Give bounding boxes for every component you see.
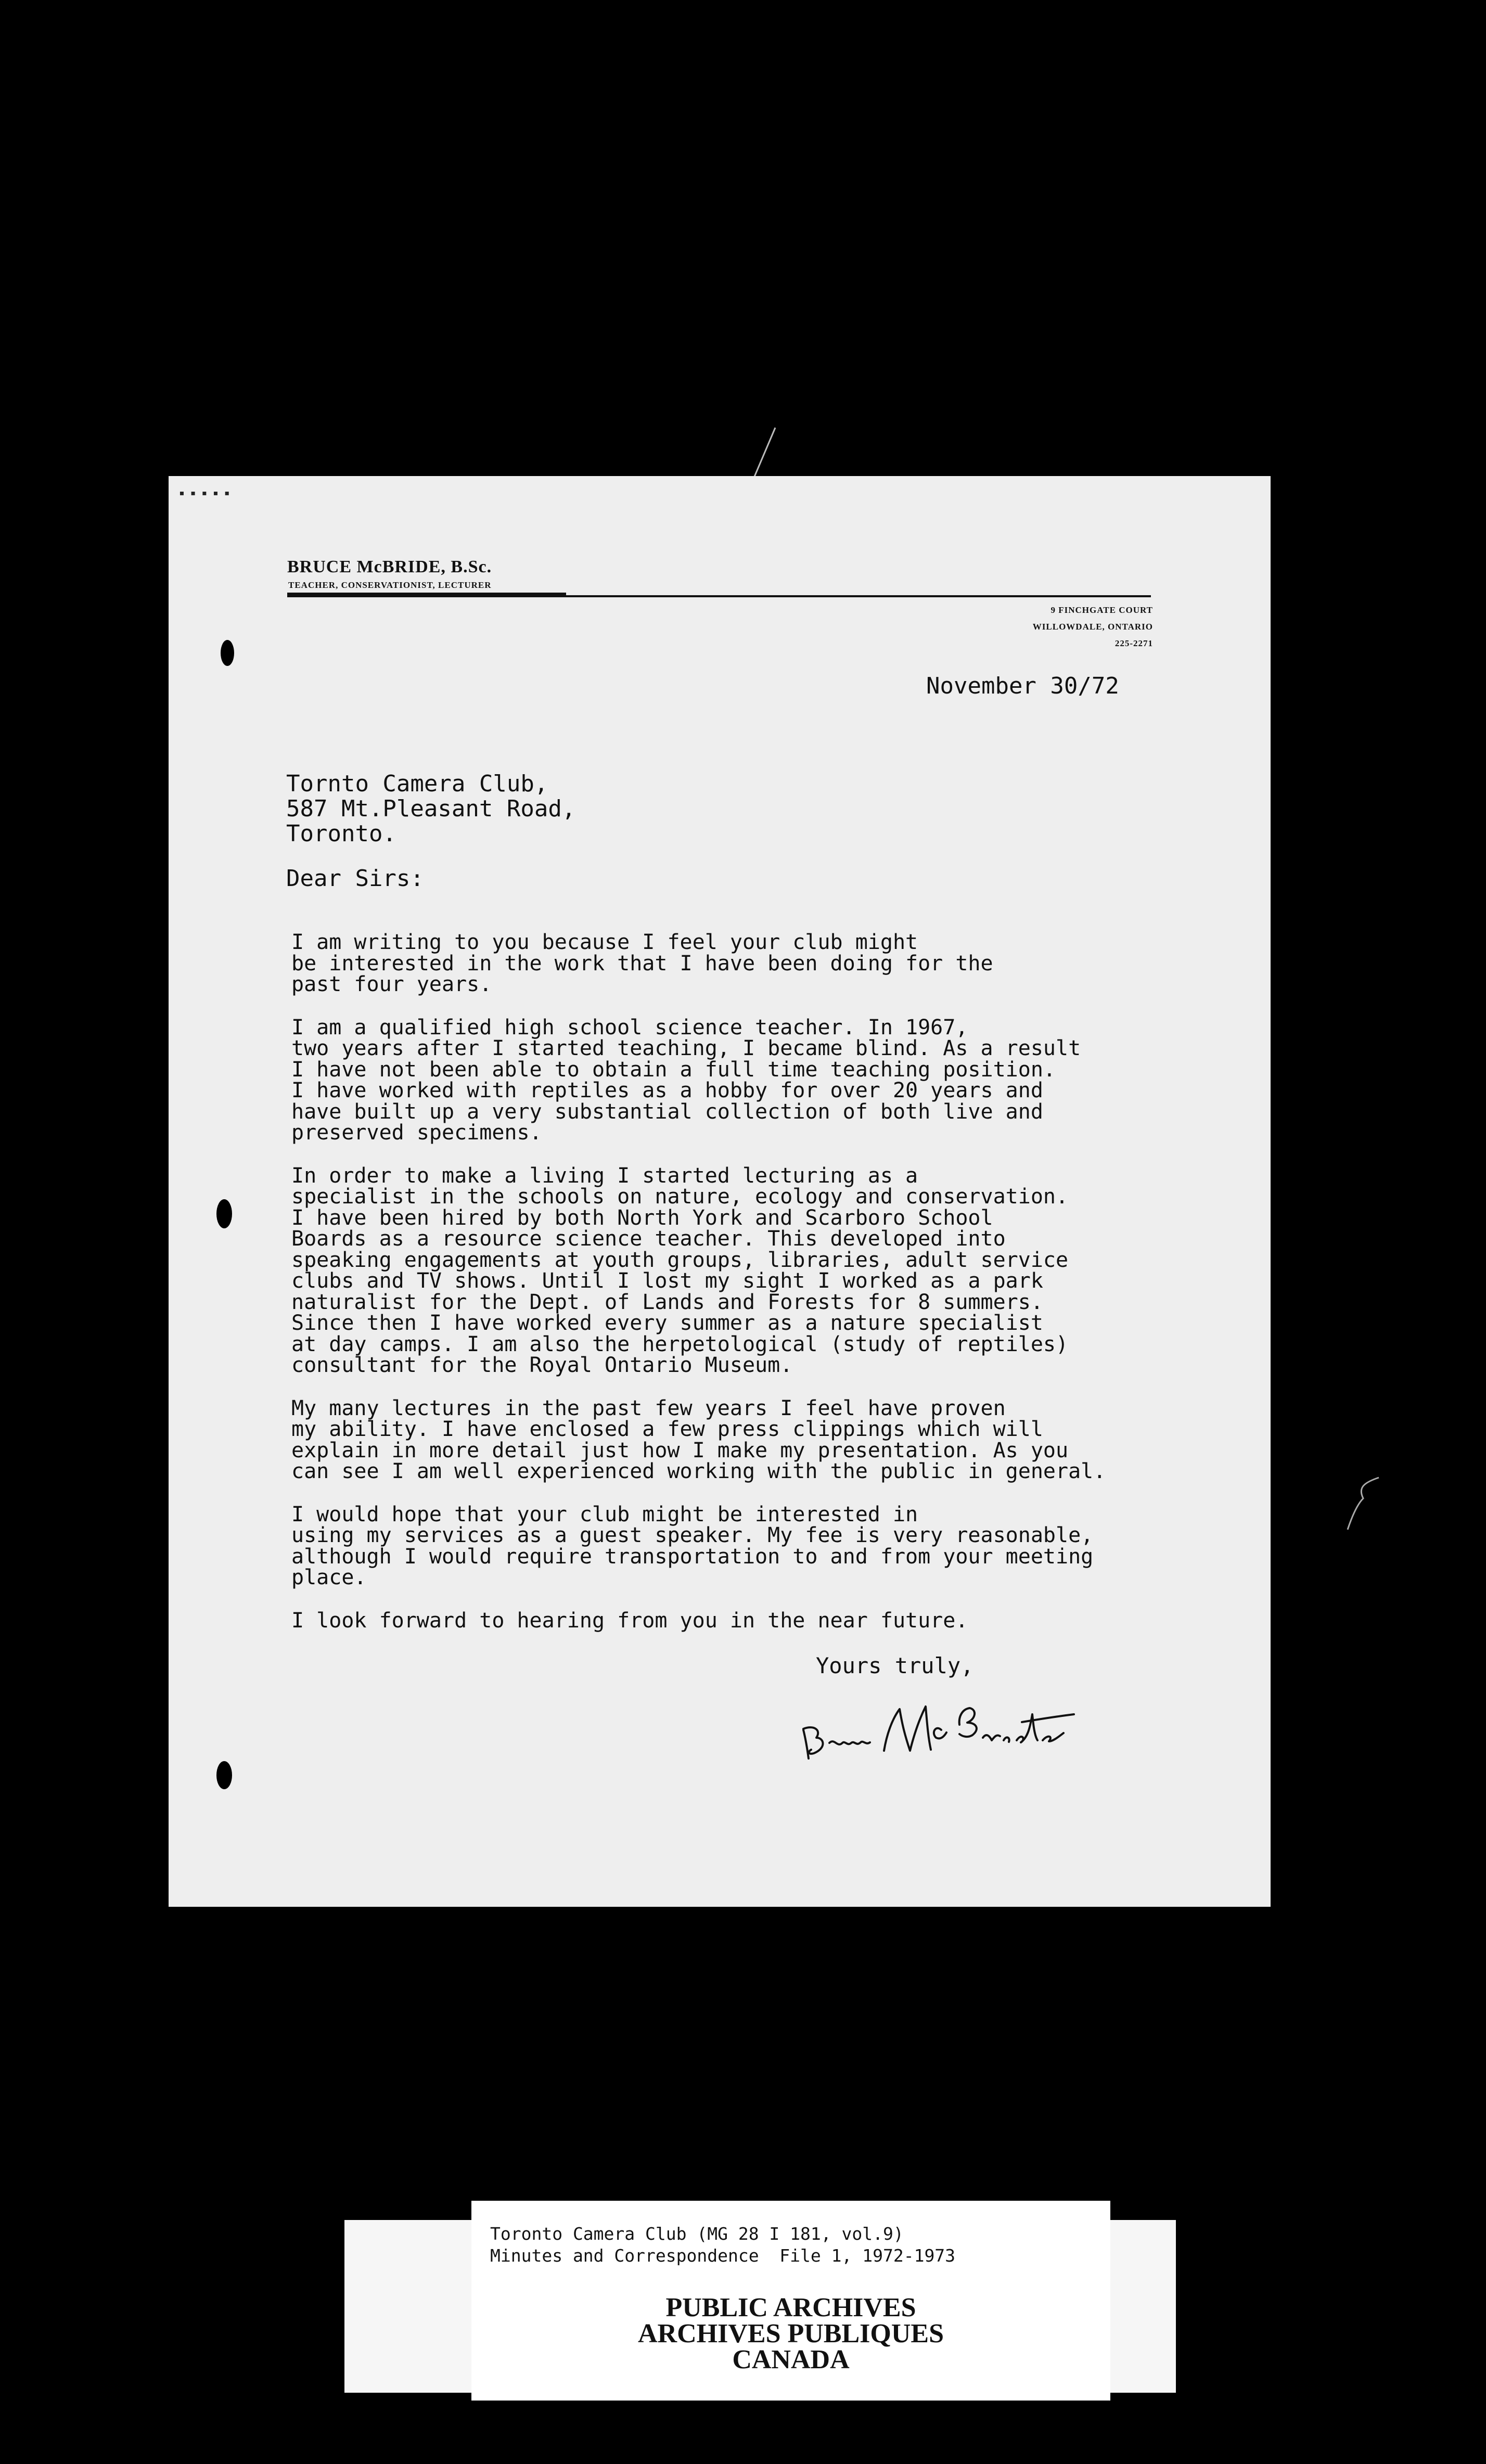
body-paragraph: I would hope that your club might be interested in using my services as a guest speaker. My fee is very reasonable, although I would require transportation to and from your meeting place. <box>291 1502 1094 1589</box>
film-scratch-mark <box>749 427 780 479</box>
body-paragraph: In order to make a living I started lecturing as a specialist in the schools on nature, ecology and conservation. I have been hired by both North York and Scarboro School Boards as a resource science teacher. This developed into speaking engagements at youth groups, libraries, adult service clubs and TV shows. Until I lost my sight I worked as a park naturalist for the Dept. of Lands and Forests for 8 summers. Since then I have worked every summer as a nature specialist at day camps. I am also the herpetological (study of reptiles) consultant for the Royal Ontario Museum. <box>291 1163 1069 1377</box>
film-scratch-mark <box>1342 1472 1384 1535</box>
archive-reference: Toronto Camera Club (MG 28 I 181, vol.9) <box>490 2224 904 2244</box>
letterhead-address <box>1033 602 1153 652</box>
letterhead-name: BRUCE McBRIDE, B.Sc. <box>287 557 492 576</box>
archive-name-french: ARCHIVES PUBLIQUES <box>637 2319 944 2348</box>
phone-number: 225-2271 <box>1114 638 1153 648</box>
recipient-block <box>286 772 575 846</box>
handwritten-signature <box>793 1688 1116 1766</box>
body-paragraph: I am writing to you because I feel your club might be interested in the work that I have been doing for the past four years. <box>291 930 993 996</box>
body-paragraph: I look forward to hearing from you in the near future. <box>291 1608 968 1633</box>
punch-hole <box>216 1761 232 1789</box>
recipient-line: Tornto Camera Club, <box>286 771 548 797</box>
closing: Yours truly, <box>816 1653 974 1678</box>
letter-page <box>169 476 1271 1907</box>
archive-name-english: PUBLIC ARCHIVES <box>665 2293 916 2322</box>
body-paragraph: My many lectures in the past few years I feel have proven my ability. I have enclosed a few press clippings which will explain in more detail just how I make my presentation. As you can see I am well experienced working with the public in general. <box>291 1396 1106 1483</box>
address-line: 9 FINCHGATE COURT <box>1051 605 1153 615</box>
recipient-line: Toronto. <box>286 820 396 847</box>
letterhead-title: TEACHER, CONSERVATIONIST, LECTURER <box>288 580 492 590</box>
letter-body <box>291 932 1165 1653</box>
punch-hole <box>216 1199 232 1228</box>
paper-specks: ▪ ▪ ▪ ▪ ▪ <box>179 487 230 498</box>
letterhead-rule <box>287 595 1151 597</box>
letter-date: November 30/72 <box>926 673 1119 699</box>
archive-label <box>471 2201 1110 2401</box>
recipient-line: 587 Mt.Pleasant Road, <box>286 795 576 822</box>
archive-reference: Minutes and Correspondence File 1, 1972-1973 <box>490 2245 956 2266</box>
punch-hole <box>221 640 234 666</box>
body-paragraph: I am a qualified high school science teacher. In 1967, two years after I started teaching, I became blind. As a result I have not been able to obtain a full time teaching position. I have worked with reptiles as a hobby for over 20 years and have built up a very substantial collection of both live and preserved specimens. <box>291 1015 1081 1145</box>
archive-country: CANADA <box>732 2345 850 2375</box>
address-line: WILLOWDALE, ONTARIO <box>1032 622 1153 632</box>
salutation: Dear Sirs: <box>286 865 424 892</box>
